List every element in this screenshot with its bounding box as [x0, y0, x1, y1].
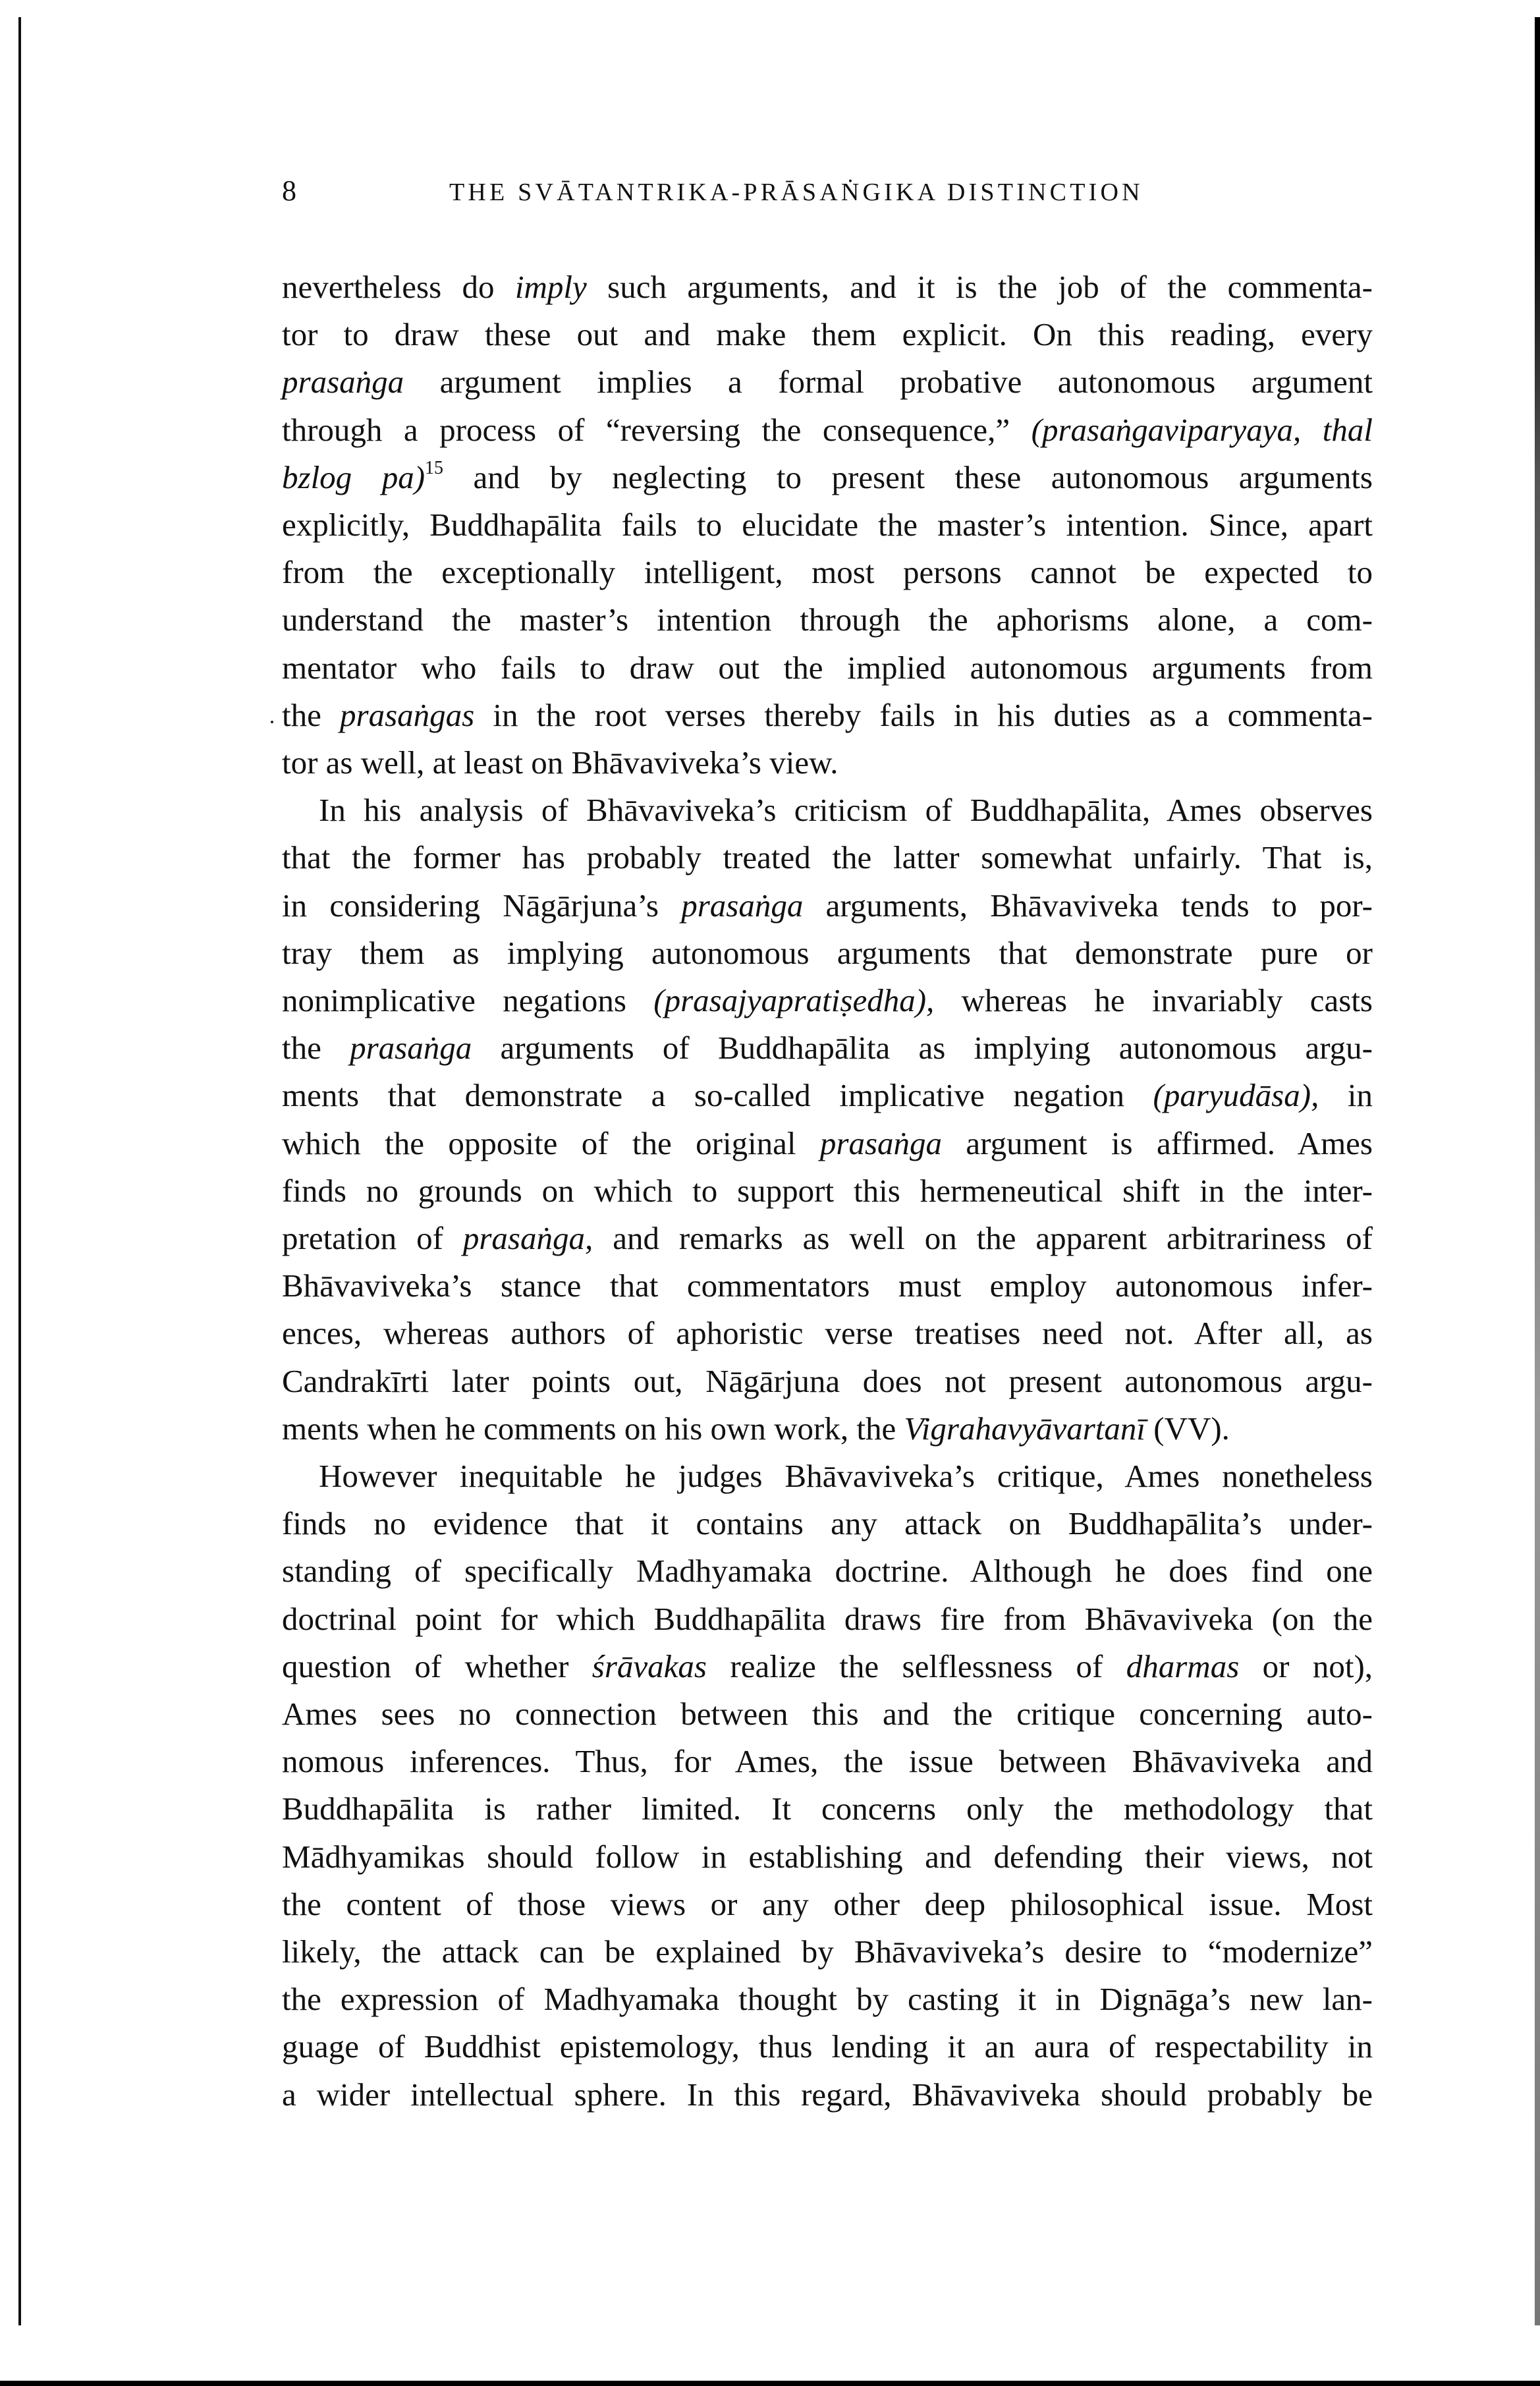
- text-run: the content of those views or any other deep philosophical issue. Most: [282, 1886, 1373, 1922]
- text-run: nonimplicative negations: [282, 982, 654, 1018]
- text-line: [282, 929, 1373, 977]
- text-line: [282, 1547, 1373, 1595]
- scan-edge-left: [18, 17, 21, 2325]
- italic-term: (prasaṅgaviparyaya, thal: [1031, 412, 1373, 448]
- text-line: [282, 644, 1373, 692]
- text-run: in: [1319, 1077, 1373, 1113]
- text-run: finds no evidence that it contains any attack on Buddhapālita’s under-: [282, 1505, 1373, 1541]
- text-line: [282, 1785, 1373, 1833]
- running-head-title: THE SVĀTANTRIKA-PRĀSAṄGIKA DISTINCTION: [449, 179, 1143, 206]
- text-line: [282, 1881, 1373, 1928]
- text-run: through a process of “reversing the consequence,”: [282, 412, 1031, 448]
- text-run: realize the selflessness of: [707, 1648, 1126, 1684]
- text-run: the: [282, 1030, 350, 1066]
- text-run: arguments, Bhāvaviveka tends to por-: [803, 887, 1373, 924]
- text-run: ments that demonstrate a so-called implicative negation: [282, 1077, 1153, 1113]
- text-run: Mādhyamikas should follow in establishing and defending their views, not: [282, 1839, 1373, 1875]
- text-run: Bhāvaviveka’s stance that commentators must employ autonomous infer-: [282, 1267, 1373, 1304]
- text-run: understand the master’s intention through the aphorisms alone, a com-: [282, 601, 1373, 638]
- text-line: [282, 834, 1373, 881]
- text-line: [282, 1262, 1373, 1310]
- italic-term: prasaṅga: [282, 364, 404, 400]
- text-run: tor as well, at least on Bhāvaviveka’s view.: [282, 744, 839, 781]
- text-run: the expression of Madhyamaka thought by casting it in Dignāga’s new lan-: [282, 1981, 1373, 2017]
- text-line: [282, 2071, 1373, 2119]
- text-run: mentator who fails to draw out the implied autonomous arguments from: [282, 650, 1373, 686]
- text-line: [282, 311, 1373, 358]
- running-head: [282, 173, 1217, 212]
- text-run: guage of Buddhist epistemology, thus lending it an aura of respectability in: [282, 2028, 1373, 2065]
- text-run: (VV).: [1145, 1410, 1230, 1447]
- scan-edge-right: [1535, 17, 1540, 2325]
- text-run: finds no grounds on which to support this hermeneutical shift in the inter-: [282, 1173, 1373, 1209]
- text-line: [319, 787, 1373, 834]
- text-run: standing of specifically Madhyamaka doctrine. Although he does find one: [282, 1553, 1373, 1589]
- text-line: [282, 406, 1373, 454]
- text-line: [282, 1738, 1373, 1785]
- text-run: such arguments, and it is the job of the commenta-: [586, 269, 1373, 305]
- text-line: [282, 596, 1373, 644]
- text-run: in considering Nāgārjuna’s: [282, 887, 682, 924]
- text-line: [282, 1310, 1373, 1357]
- italic-term: bzlog pa): [282, 459, 426, 495]
- text-run: likely, the attack can be explained by Bhāvaviveka’s desire to “modernize”: [282, 1933, 1373, 1970]
- text-line: [282, 1215, 1373, 1262]
- text-line: [282, 1024, 1373, 1072]
- page-number: 8: [282, 175, 296, 207]
- text-run: Ames sees no connection between this and the critique concerning auto-: [282, 1696, 1373, 1732]
- text-line: [282, 739, 1373, 787]
- text-run: tor to draw these out and make them explicit. On this reading, every: [282, 316, 1373, 352]
- text-run: explicitly, Buddhapālita fails to elucidate the master’s intention. Since, apart: [282, 507, 1373, 543]
- text-run: ences, whereas authors of aphoristic verse treatises need not. After all, as: [282, 1315, 1373, 1351]
- text-run: the: [282, 697, 341, 733]
- text-run: Candrakīrti later points out, Nāgārjuna does not present autonomous argu-: [282, 1363, 1373, 1399]
- text-line: [282, 358, 1373, 406]
- italic-term: prasaṅgas: [340, 697, 475, 733]
- text-line: [282, 1928, 1373, 1976]
- scan-speck: [271, 721, 273, 723]
- text-run: nevertheless do: [282, 269, 515, 305]
- text-line: [282, 501, 1373, 549]
- italic-term: (prasajyapratiṣedha),: [653, 982, 935, 1018]
- text-line: [282, 1500, 1373, 1547]
- italic-term: dharmas: [1126, 1648, 1240, 1684]
- text-line: [282, 1643, 1373, 1690]
- text-run: that the former has probably treated the latter somewhat unfairly. That is,: [282, 839, 1373, 875]
- text-run: tray them as implying autonomous arguments that demonstrate pure or: [282, 935, 1373, 971]
- text-line: [282, 882, 1373, 929]
- text-run: whereas he invariably casts: [934, 982, 1373, 1018]
- italic-term: imply: [514, 269, 587, 305]
- text-line: [282, 1405, 1373, 1453]
- text-run: argument is affirmed. Ames: [942, 1125, 1373, 1161]
- text-run: or not),: [1239, 1648, 1373, 1684]
- italic-term: (paryudāsa),: [1153, 1077, 1319, 1113]
- text-run: doctrinal point for which Buddhapālita draws fire from Bhāvaviveka (on the: [282, 1601, 1373, 1637]
- text-run: nomous inferences. Thus, for Ames, the issue between Bhāvaviveka and: [282, 1743, 1373, 1779]
- text-run: and by neglecting to present these autonomous arguments: [443, 459, 1373, 495]
- text-run: in the root verses thereby fails in his duties as a commenta-: [474, 697, 1373, 733]
- italic-term: prasaṅga: [681, 887, 804, 924]
- text-run: and remarks as well on the apparent arbitrariness of: [593, 1220, 1373, 1256]
- text-run: argument implies a formal probative autonomous argument: [404, 364, 1373, 400]
- text-line: [282, 1120, 1373, 1167]
- text-line: [282, 1833, 1373, 1881]
- text-run: a wider intellectual sphere. In this regard, Bhāvaviveka should probably be: [282, 2076, 1373, 2113]
- text-run: which the opposite of the original: [282, 1125, 820, 1161]
- text-line: [282, 1072, 1373, 1119]
- text-line: [282, 692, 1373, 739]
- text-run: Buddhapālita is rather limited. It concerns only the methodology that: [282, 1790, 1373, 1827]
- italic-term: prasaṅga: [350, 1030, 472, 1066]
- text-line: [282, 1358, 1373, 1405]
- text-line: [282, 2023, 1373, 2070]
- italic-term: Vigrahavyāvartanī: [904, 1410, 1146, 1447]
- text-line: [282, 1595, 1373, 1643]
- text-line: [282, 454, 1373, 501]
- text-line: [282, 977, 1373, 1024]
- text-run: ments when he comments on his own work, the: [282, 1410, 904, 1447]
- italic-term: prasaṅga,: [462, 1220, 593, 1256]
- text-run: However inequitable he judges Bhāvaviveka’s critique, Ames nonetheless: [319, 1458, 1373, 1494]
- text-run: from the exceptionally intelligent, most persons cannot be expected to: [282, 554, 1373, 590]
- text-line: [282, 1167, 1373, 1215]
- text-run: arguments of Buddhapālita as implying autonomous argu-: [472, 1030, 1373, 1066]
- text-line: [282, 549, 1373, 596]
- scan-edge-bottom: [0, 2381, 1540, 2386]
- text-line: [282, 1976, 1373, 2023]
- text-line: [282, 264, 1373, 311]
- italic-term: prasaṅga: [819, 1125, 943, 1161]
- text-line: [319, 1453, 1373, 1500]
- footnote-ref: 15: [425, 458, 444, 478]
- text-run: In his analysis of Bhāvaviveka’s criticism of Buddhapālita, Ames observes: [319, 792, 1373, 828]
- text-run: pretation of: [282, 1220, 463, 1256]
- italic-term: śrāvakas: [591, 1648, 707, 1684]
- text-run: question of whether: [282, 1648, 592, 1684]
- text-line: [282, 1690, 1373, 1738]
